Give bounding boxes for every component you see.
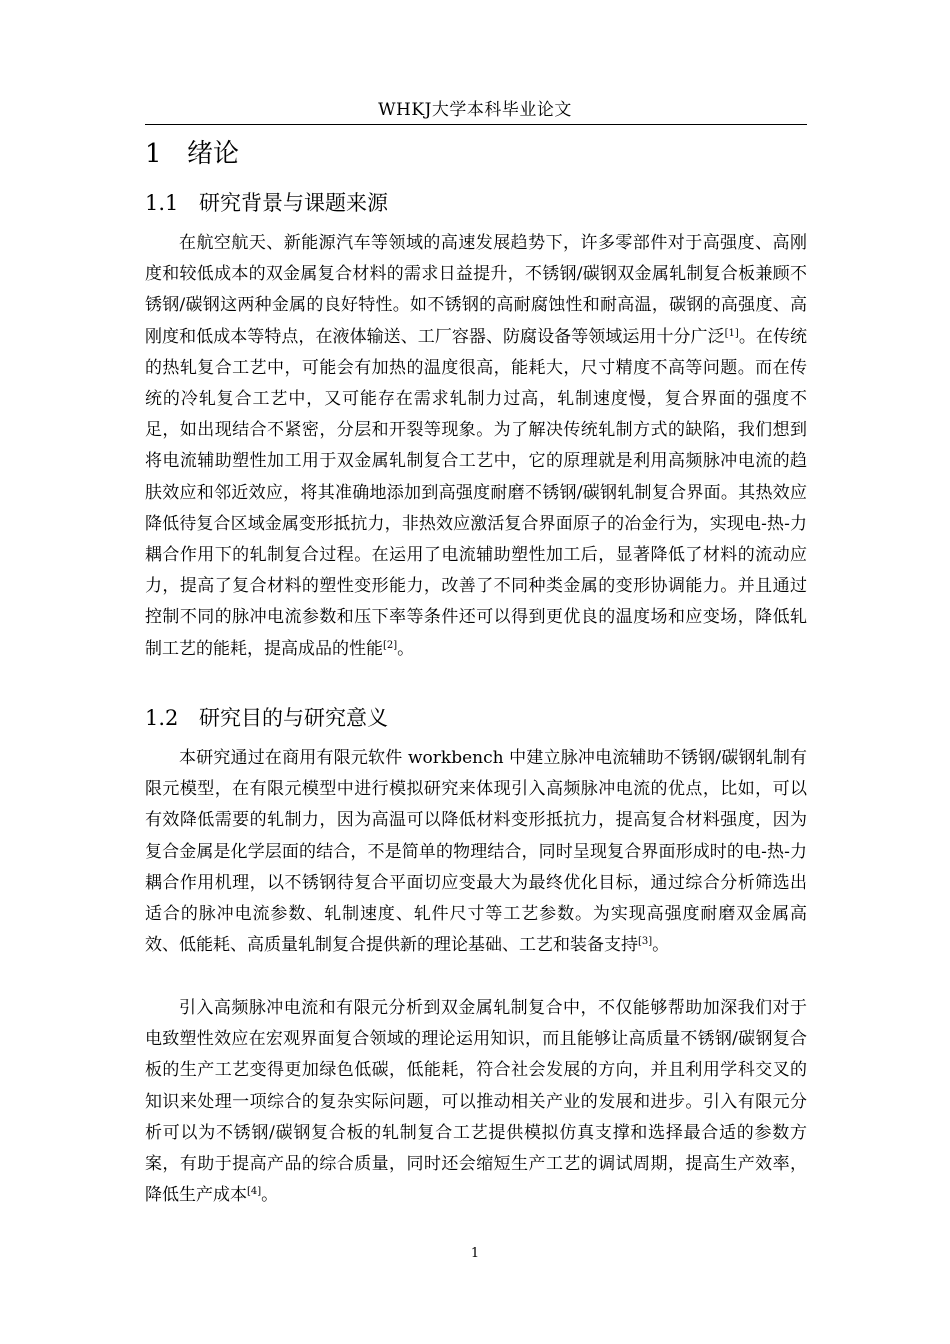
chapter-title: 绪论 xyxy=(187,139,240,169)
paragraph-background xyxy=(145,228,807,665)
section-title: 研究背景与课题来源 xyxy=(199,191,388,215)
paragraph-significance xyxy=(145,993,807,1211)
paragraph-purpose xyxy=(145,743,807,961)
running-header: WHKJ大学本科毕业论文 xyxy=(378,100,572,120)
chapter-number: 1 xyxy=(145,139,162,169)
paragraph-text: 。 xyxy=(652,935,670,956)
page-number: 1 xyxy=(470,1246,480,1261)
citation-ref: [3] xyxy=(638,936,653,948)
section-number: 1.2 xyxy=(145,706,179,730)
paragraph-text: 。 xyxy=(261,1185,279,1206)
citation-ref: [4] xyxy=(247,1186,262,1198)
chapter-heading xyxy=(145,136,239,172)
header-rule xyxy=(145,124,807,125)
paragraph-text: 。在传统的热轧复合工艺中，可能会有加热的温度很高，能耗大，尺寸精度不高等问题。而在传统的冷轧复合工艺中，又可能存在需求轧制力过高，轧制速度慢，复合界面的强度不足，如出现结合不紧密，分层和开裂等现象。为了解决传统轧制方式的缺陷，我们想到将电流辅助塑性加工用于双金属轧制复合工艺中，它的原理就是利用高频脉冲电流的趋肤效应和邻近效应，将其准确地添加到高强度耐磨不锈钢/碳钢轧制复合界面。其热效应降低待复合区域金属变形抵抗力，非热效应激活复合界面原子的冶金行为，实现电-热-力耦合作用下的轧制复合过程。在运用了电流辅助塑性加工后，显著降低了材料的流动应力，提高了复合材料的塑性变形能力，改善了不同种类金属的变形协调能力。并且通过控制不同的脉冲电流参数和压下率等条件还可以得到更优良的温度场和应变场，降低轧制工艺的能耗，提高成品的性能 xyxy=(145,326,808,659)
citation-ref: [2] xyxy=(383,639,398,651)
section-number: 1.1 xyxy=(145,191,179,215)
paragraph-text: 在航空航天、新能源汽车等领域的高速发展趋势下，许多零部件对于高强度、高刚度和较低成本的双金属复合材料的需求日益提升，不锈钢/碳钢双金属轧制复合板兼顾不锈钢/碳钢这两种金属的良好特性。如不锈钢的高耐腐蚀性和耐高温，碳钢的高强度、高刚度和低成本等特点，在液体输送、工厂容器、防腐设备等领域运用十分广泛 xyxy=(145,233,807,347)
citation-ref: [1] xyxy=(724,327,739,339)
paragraph-text: 本研究通过在商用有限元软件 workbench 中建立脉冲电流辅助不锈钢/碳钢轧制有限元模型，在有限元模型中进行模拟研究来体现引入高频脉冲电流的优点，比如，可以有效降低需要的轧制力，因为高温可以降低材料变形抵抗力，提高复合材料强度，因为复合金属是化学层面的结合，不是简单的物理结合，同时呈现复合界面形成时的电-热-力耦合作用机理，以不锈钢待复合平面切应变最大为最终优化目标，通过综合分析筛选出适合的脉冲电流参数、轧制速度、轧件尺寸等工艺参数。为实现高强度耐磨双金属高效、低能耗、高质量轧制复合提供新的理论基础、工艺和装备支持 xyxy=(145,748,807,956)
section-heading-1-2 xyxy=(145,703,388,733)
paragraph-text: 。 xyxy=(397,638,415,659)
section-title: 研究目的与研究意义 xyxy=(199,706,388,730)
section-heading-1-1 xyxy=(145,188,388,218)
paragraph-text: 引入高频脉冲电流和有限元分析到双金属轧制复合中，不仅能够帮助加深我们对于电致塑性效应在宏观界面复合领域的理论运用知识，而且能够让高质量不锈钢/碳钢复合板的生产工艺变得更加绿色低碳，低能耗，符合社会发展的方向，并且利用学科交叉的知识来处理一项综合的复杂实际问题，可以推动相关产业的发展和进步。引入有限元分析可以为不锈钢/碳钢复合板的轧制复合工艺提供模拟仿真支撑和选择最合适的参数方案，有助于提高产品的综合质量，同时还会缩短生产工艺的调试周期，提高生产效率，降低生产成本 xyxy=(145,998,807,1206)
